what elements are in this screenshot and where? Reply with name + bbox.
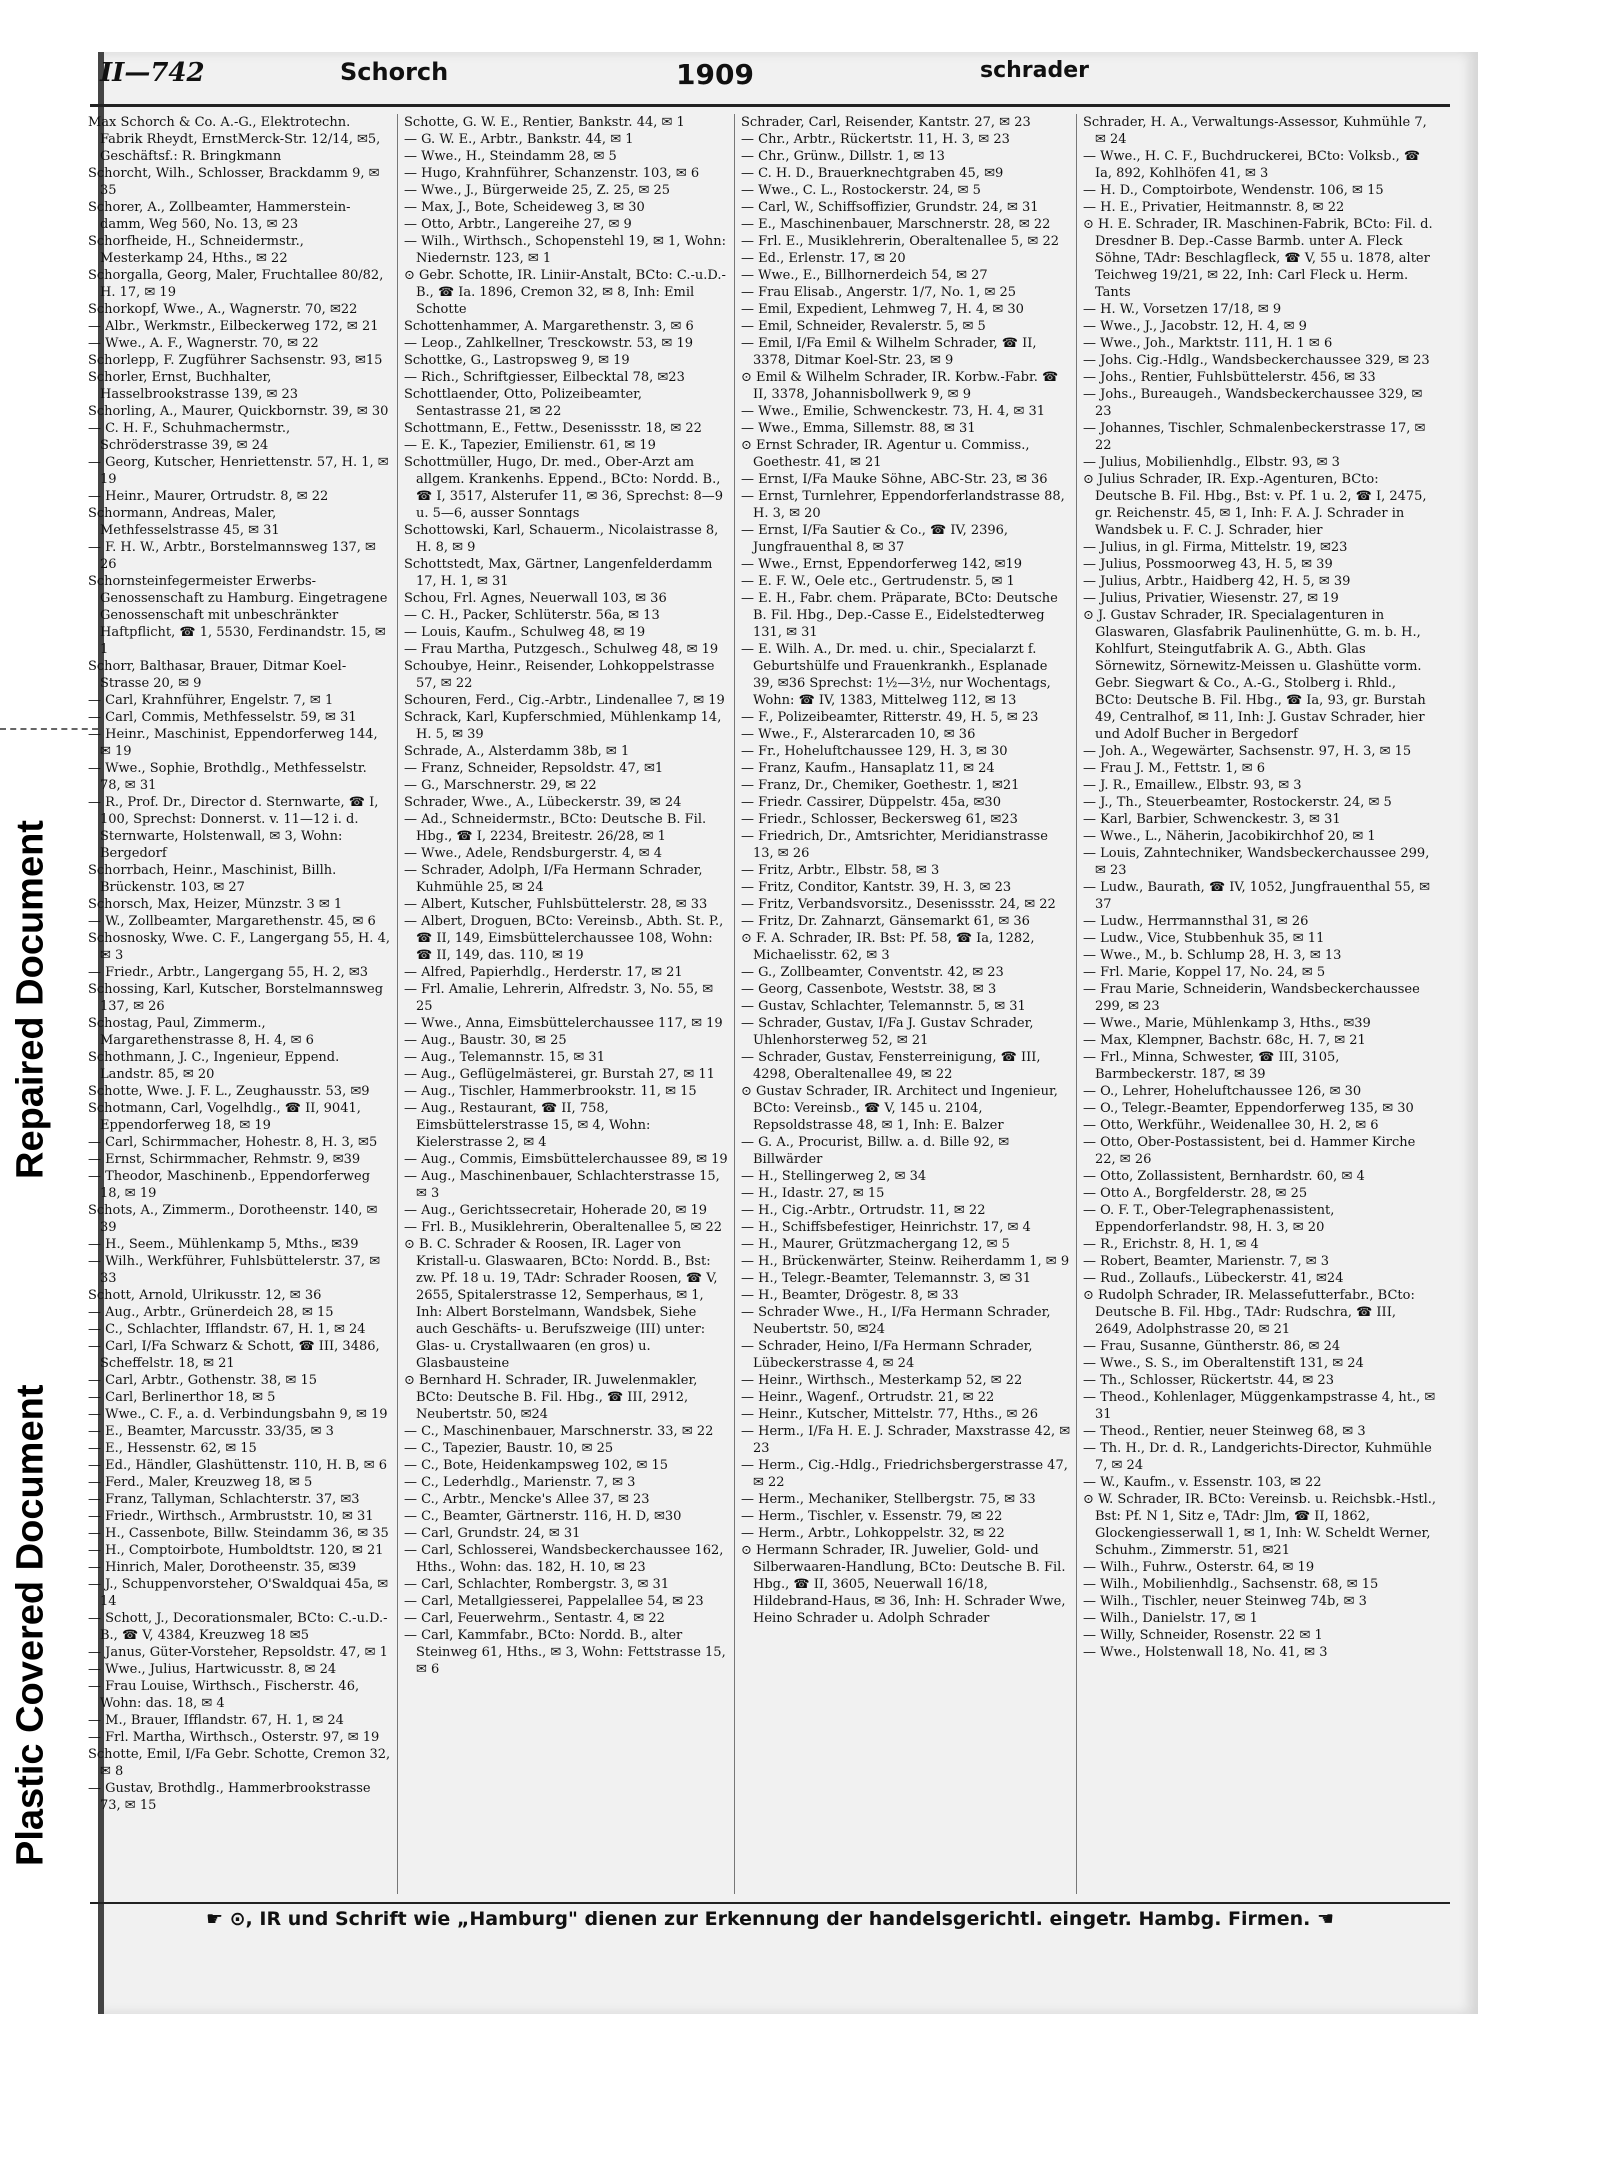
directory-entry: Schorer, A., Zollbeamter, Hammerstein-damm, Weg 560, No. 13, ✉ 23: [88, 200, 351, 232]
directory-entry: — Friedr., Wirthsch., Armbruststr. 10, ✉ 31: [88, 1509, 374, 1524]
directory-entry: Schottlaender, Otto, Polizeibeamter, Sentastrasse 21, ✉ 22: [404, 387, 643, 419]
column-2: [397, 114, 735, 1894]
directory-entry: — H., Schiffsbefestiger, Heinrichstr. 17, ✉ 4: [741, 1220, 1031, 1235]
directory-entry: — Leop., Zahlkellner, Tresckowstr. 53, ✉ 19: [404, 336, 694, 351]
directory-entry: — H., Seem., Mühlenkamp 5, Mths., ✉39: [88, 1237, 359, 1252]
directory-entry: — Herm., Mechaniker, Stellbergstr. 75, ✉ 33: [741, 1492, 1036, 1507]
directory-entry: — Wwe., Marie, Mühlenkamp 3, Hths., ✉39: [1083, 1016, 1371, 1031]
directory-entry: — Franz, Schneider, Repsoldstr. 47, ✉1: [404, 761, 664, 776]
directory-entry: — Gustav, Schlachter, Telemannstr. 5, ✉ 31: [741, 999, 1026, 1014]
directory-entry: Schoubye, Heinr., Reisender, Lohkoppelstrasse 57, ✉ 22: [404, 659, 715, 691]
directory-entry: — Aug., Geflügelmästerei, gr. Burstah 27, ✉ 11: [404, 1067, 715, 1082]
column-3: [734, 114, 1077, 1894]
directory-entry: — Carl, Krahnführer, Engelstr. 7, ✉ 1: [88, 693, 334, 708]
directory-entry: — Wwe., H. C. F., Buchdruckerei, BCto: Volksb., ☎ Ia, 892, Kohlhöfen 41, ✉ 3: [1083, 149, 1421, 181]
directory-entry: — Ludw., Herrmannsthal 31, ✉ 26: [1083, 914, 1309, 929]
directory-entry: — C. H., Packer, Schlüterstr. 56a, ✉ 13: [404, 608, 660, 623]
directory-entry: — Frl. B., Musiklehrerin, Oberaltenallee 5, ✉ 22: [404, 1220, 723, 1235]
directory-entry: — C., Beamter, Gärtnerstr. 116, H. D, ✉30: [404, 1509, 682, 1524]
directory-entry: — Herm., Tischler, v. Essenstr. 79, ✉ 22: [741, 1509, 1003, 1524]
page-header: [100, 58, 1430, 98]
directory-entry: — Carl, Schlachter, Rombergstr. 3, ✉ 31: [404, 1577, 670, 1592]
directory-entry: Schorsch, Max, Heizer, Münzstr. 3 ✉ 1: [88, 897, 343, 912]
directory-entry: — Otto A., Borgfelderstr. 28, ✉ 25: [1083, 1186, 1308, 1201]
directory-entry: — Georg, Kutscher, Henriettenstr. 57, H. 1, ✉ 19: [88, 455, 389, 487]
directory-entry: — Janus, Güter-Vorsteher, Repsoldstr. 47, ✉ 1: [88, 1645, 388, 1660]
directory-entry: — Wwe., H., Steindamm 28, ✉ 5: [404, 149, 617, 164]
directory-entry: — E., Beamter, Marcusstr. 33/35, ✉ 3: [88, 1424, 334, 1439]
directory-entry: — F., Polizeibeamter, Ritterstr. 49, H. 5, ✉ 23: [741, 710, 1039, 725]
directory-entry: — Aug., Telemannstr. 15, ✉ 31: [404, 1050, 605, 1065]
header-year: 1909: [676, 58, 754, 91]
directory-entry: — Albert, Droguen, BCto: Vereinsb., Abth. St. P., ☎ II, 149, Eimsbüttelerchaussee 108, Wohn: ☎ II, 149, das. 110, ✉ 19: [404, 914, 724, 963]
directory-entry: — G., Marschnerstr. 29, ✉ 22: [404, 778, 597, 793]
page-footer: ☛ ⊙, IR und Schrift wie „Hamburg" dienen zur Erkennung der handelsgerichtl. eingetr. Hambg. Firmen. ☚: [205, 1908, 1334, 1930]
directory-entry: — Ludw., Baurath, ☎ IV, 1052, Jungfrauenthal 55, ✉ 37: [1083, 880, 1430, 912]
directory-entry: ⊙ Gebr. Schotte, IR. Liniir-Anstalt, BCto: C.-u.D.-B., ☎ Ia. 1896, Cremon 32, ✉ 8, Inh: Emil Schotte: [404, 268, 726, 317]
directory-entry: Schorgalla, Georg, Maler, Fruchtallee 80/82, H. 17, ✉ 19: [88, 268, 384, 300]
directory-entry: — C., Bote, Heidenkampsweg 102, ✉ 15: [404, 1458, 669, 1473]
directory-entry: — C., Schlachter, Ifflandstr. 67, H. 1, ✉ 24: [88, 1322, 366, 1337]
directory-entry: — Wwe., L., Näherin, Jacobikirchhof 20, ✉ 1: [1083, 829, 1376, 844]
directory-entry: — Aug., Gerichtssecretair, Hoherade 20, ✉ 19: [404, 1203, 708, 1218]
directory-entry: — Karl, Barbier, Schwenckestr. 3, ✉ 31: [1083, 812, 1341, 827]
directory-entry: Schottmüller, Hugo, Dr. med., Ober-Arzt am allgem. Krankenhs. Eppend., BCto: Nordd. B., ☎ I, 3517, Alsterufer 11, ✉ 36, Sprechst: 8—9 u. 5—6, ausser Sonntags: [404, 455, 724, 521]
page-number: II—742: [100, 58, 205, 88]
directory-entry: — Wwe., Joh., Marktstr. 111, H. 1 ✉ 6: [1083, 336, 1333, 351]
directory-entry: — E. K., Tapezier, Emilienstr. 61, ✉ 19: [404, 438, 656, 453]
directory-entry: Schorlepp, F. Zugführer Sachsenstr. 93, ✉15: [88, 353, 383, 368]
directory-entry: — Wwe., J., Bürgerweide 25, Z. 25, ✉ 25: [404, 183, 671, 198]
directory-entry: — Carl, Feuerwehrm., Sentastr. 4, ✉ 22: [404, 1611, 665, 1626]
directory-entry: Schormann, Andreas, Maler, Methfesselstrasse 45, ✉ 31: [88, 506, 280, 538]
directory-entry: Schorrbach, Heinr., Maschinist, Billh. Brückenstr. 103, ✉ 27: [88, 863, 337, 895]
directory-entry: — Schrader, Heino, I/Fa Hermann Schrader, Lübeckerstrasse 4, ✉ 24: [741, 1339, 1033, 1371]
directory-entry: — Heinr., Maurer, Ortrudstr. 8, ✉ 22: [88, 489, 329, 504]
directory-entry: — Ernst, Turnlehrer, Eppendorferlandstrasse 88, H. 3, ✉ 20: [741, 489, 1065, 521]
directory-entry: — Julius, Possmoorweg 43, H. 5, ✉ 39: [1083, 557, 1333, 572]
plastic-covered-label: Plastic Covered Document: [9, 1384, 52, 1866]
directory-entry: — Frau Marie, Schneiderin, Wandsbeckerchaussee 299, ✉ 23: [1083, 982, 1420, 1014]
directory-entry: — Frl. E., Musiklehrerin, Oberaltenallee 5, ✉ 22: [741, 234, 1059, 249]
directory-entry: — Aug., Arbtr., Grünerdeich 28, ✉ 15: [88, 1305, 334, 1320]
directory-entry: — Georg, Cassenbote, Weststr. 38, ✉ 3: [741, 982, 997, 997]
directory-entry: — Max, J., Bote, Scheideweg 3, ✉ 30: [404, 200, 645, 215]
column-1: [88, 114, 397, 1894]
directory-entry: — Wwe., S. S., im Oberaltenstift 131, ✉ 24: [1083, 1356, 1364, 1371]
directory-entry: Schornsteinfegermeister Erwerbs-Genossenschaft zu Hamburg. Eingetragene Genossenschaft mit unbeschränkter Haftpflicht, ☎ 1, 5530, Ferdinandstr. 15, ✉ 1: [88, 574, 388, 657]
directory-entry: Schou, Frl. Agnes, Neuerwall 103, ✉ 36: [404, 591, 667, 606]
directory-entry: — H., Maurer, Grützmachergang 12, ✉ 5: [741, 1237, 1010, 1252]
directory-entry: — Ad., Schneidermstr., BCto: Deutsche B. Fil. Hbg., ☎ I, 2234, Breitestr. 26/28, ✉ 1: [404, 812, 707, 844]
directory-entry: — Hugo, Krahnführer, Schanzenstr. 103, ✉ 6: [404, 166, 700, 181]
directory-entry: — Otto, Werkführ., Weidenallee 30, H. 2, ✉ 6: [1083, 1118, 1379, 1133]
directory-entry: — Frau Martha, Putzgesch., Schulweg 48, ✉ 19: [404, 642, 719, 657]
directory-entry: — Joh. A., Wegewärter, Sachsenstr. 97, H. 3, ✉ 15: [1083, 744, 1412, 759]
directory-entry: — Th. H., Dr. d. R., Landgerichts-Director, Kuhmühle 7, ✉ 24: [1083, 1441, 1432, 1473]
directory-entry: — Herm., Arbtr., Lohkoppelstr. 32, ✉ 22: [741, 1526, 1005, 1541]
directory-entry: — Wilh., Fuhrw., Osterstr. 64, ✉ 19: [1083, 1560, 1315, 1575]
directory-entry: — H., Telegr.-Beamter, Telemannstr. 3, ✉ 31: [741, 1271, 1032, 1286]
directory-entry: — Willy, Schneider, Rosenstr. 22 ✉ 1: [1083, 1628, 1323, 1643]
directory-entry: — Wwe., A. F., Wagnerstr. 70, ✉ 22: [88, 336, 319, 351]
directory-entry: ⊙ W. Schrader, IR. BCto: Vereinsb. u. Reichsbk.-Hstl., Bst: Pf. N 1, Sitz e, TAdr: Jlm, ☎ II, 1862, Glockengiesserwall 1, ✉ 1, Inh: W. Scheldt Werner, Schuhm., Zimmerstr. 51, ✉21: [1083, 1492, 1437, 1558]
directory-entry: — Th., Schlosser, Rückertstr. 44, ✉ 23: [1083, 1373, 1334, 1388]
directory-entry: Schosnosky, Wwe. C. F., Langergang 55, H. 4, ✉ 3: [88, 931, 390, 963]
directory-entry: Max Schorch & Co. A.-G., Elektrotechn. Fabrik Rheydt, ErnstMerck-Str. 12/14, ✉5, Geschäftsf.: R. Bringkmann: [88, 115, 381, 164]
directory-entry: ⊙ B. C. Schrader & Roosen, IR. Lager von Kristall-u. Glaswaaren, BCto: Nordd. B., Bst: zw. Pf. 18 u. 19, TAdr: Schrader Roosen, ☎ V, 2655, Spitalerstrasse 12, Semperhaus, ✉ 1, Inh: Albert Borstelmann, Wandsbek, Siehe auch Geschäfts- u. Berufszweige (III) unter: Glas- u. Crystallwaaren (en gros) u. Glasbausteine: [404, 1237, 718, 1371]
directory-entry: Schorling, A., Maurer, Quickbornstr. 39, ✉ 30: [88, 404, 389, 419]
directory-entry: — Friedr. Cassirer, Düppelstr. 45a, ✉30: [741, 795, 1001, 810]
directory-entry: — C., Lederhdlg., Marienstr. 7, ✉ 3: [404, 1475, 636, 1490]
directory-entry: — Johannes, Tischler, Schmalenbeckerstrasse 17, ✉ 22: [1083, 421, 1426, 453]
directory-entry: — Franz, Tallyman, Schlachterstr. 37, ✉3: [88, 1492, 360, 1507]
directory-entry: — Frau J. M., Fettstr. 1, ✉ 6: [1083, 761, 1266, 776]
directory-entry: — Wwe., Holstenwall 18, No. 41, ✉ 3: [1083, 1645, 1328, 1660]
directory-entry: — Albr., Werkmstr., Eilbeckerweg 172, ✉ 21: [88, 319, 379, 334]
directory-entry: Schouren, Ferd., Cig.-Arbtr., Lindenallee 7, ✉ 19: [404, 693, 725, 708]
directory-entry: — Wwe., Anna, Eimsbüttelerchaussee 117, ✉ 19: [404, 1016, 723, 1031]
directory-entry: — Max, Klempner, Bachstr. 68c, H. 7, ✉ 21: [1083, 1033, 1366, 1048]
directory-entry: — E., Maschinenbauer, Marschnerstr. 28, ✉ 22: [741, 217, 1051, 232]
directory-entry: — Aug., Restaurant, ☎ II, 758, Eimsbüttelerstrasse 15, ✉ 4, Wohn: Kielerstrasse 2, ✉ 4: [404, 1101, 651, 1150]
directory-entry: — J., Schuppenvorsteher, O'Swaldquai 45a, ✉ 14: [88, 1577, 389, 1609]
directory-entry: — Fr., Hoheluftchaussee 129, H. 3, ✉ 30: [741, 744, 1008, 759]
directory-entry: — C., Tapezier, Baustr. 10, ✉ 25: [404, 1441, 614, 1456]
footer-rule: [90, 1902, 1450, 1904]
directory-entry: — Schrader Wwe., H., I/Fa Hermann Schrader, Neubertstr. 50, ✉24: [741, 1305, 1051, 1337]
directory-entry: — H., Beamter, Drögestr. 8, ✉ 33: [741, 1288, 959, 1303]
directory-entry: — C. H. F., Schuhmachermstr., Schröderstrasse 39, ✉ 24: [88, 421, 291, 453]
directory-entry: — Heinr., Wirthsch., Mesterkamp 52, ✉ 22: [741, 1373, 1023, 1388]
directory-entry: — Johs. Cig.-Hdlg., Wandsbeckerchaussee 329, ✉ 23: [1083, 353, 1430, 368]
directory-entry: — Louis, Kaufm., Schulweg 48, ✉ 19: [404, 625, 646, 640]
directory-entry: — Carl, Schirmmacher, Hohestr. 8, H. 3, ✉5: [88, 1135, 378, 1150]
directory-entry: — O. F. T., Ober-Telegraphenassistent, Eppendorferlandstr. 98, H. 3, ✉ 20: [1083, 1203, 1335, 1235]
directory-entry: — Wilh., Wirthsch., Schopenstehl 19, ✉ 1, Wohn: Niedernstr. 123, ✉ 1: [404, 234, 726, 266]
directory-entry: — E. F. W., Oele etc., Gertrudenstr. 5, ✉ 1: [741, 574, 1015, 589]
directory-entry: ⊙ Julius Schrader, IR. Exp.-Agenturen, BCto: Deutsche B. Fil. Hbg., Bst: v. Pf. 1 u. 2, ☎ I, 2475, gr. Reichenstr. 45, ✉ 1, Inh: F. A. J. Schrader in Wandsbek u. F. C. J. Schrader, hier: [1083, 472, 1427, 538]
directory-entry: Schorler, Ernst, Buchhalter, Hasselbrookstrasse 139, ✉ 23: [88, 370, 299, 402]
directory-entry: — Robert, Beamter, Marienstr. 7, ✉ 3: [1083, 1254, 1330, 1269]
directory-entry: — Carl, Berlinerthor 18, ✉ 5: [88, 1390, 276, 1405]
directory-entry: — Albert, Kutscher, Fuhlsbüttelerstr. 28, ✉ 33: [404, 897, 708, 912]
directory-entry: — Wwe., M., b. Schlump 28, H. 3, ✉ 13: [1083, 948, 1342, 963]
directory-entry: Schotmann, Carl, Vogelhdlg., ☎ II, 9041, Eppendorferweg 18, ✉ 19: [88, 1101, 361, 1133]
directory-entry: — Ernst, I/Fa Mauke Söhne, ABC-Str. 23, ✉ 36: [741, 472, 1048, 487]
directory-entry: Schothmann, J. C., Ingenieur, Eppend. Landstr. 85, ✉ 20: [88, 1050, 340, 1082]
header-first-name: Schorch: [340, 58, 449, 86]
directory-entry: — Alfred, Papierhdlg., Herderstr. 17, ✉ 21: [404, 965, 683, 980]
directory-entry: Schostag, Paul, Zimmerm., Margarethenstrasse 8, H. 4, ✉ 6: [88, 1016, 314, 1048]
directory-entry: — G. W. E., Arbtr., Bankstr. 44, ✉ 1: [404, 132, 634, 147]
directory-entry: ⊙ Gustav Schrader, IR. Architect und Ingenieur, BCto: Vereinsb., ☎ V, 145 u. 2104, Repsoldstrasse 48, ✉ 1, Inh: E. Balzer: [741, 1084, 1058, 1133]
directory-entry: — R., Erichstr. 8, H. 1, ✉ 4: [1083, 1237, 1259, 1252]
directory-entry: — Frau Louise, Wirthsch., Fischerstr. 46, Wohn: das. 18, ✉ 4: [88, 1679, 360, 1711]
directory-entry: — Aug., Baustr. 30, ✉ 25: [404, 1033, 567, 1048]
directory-entry: Schottmann, E., Fettw., Desenissstr. 18, ✉ 22: [404, 421, 702, 436]
directory-entry: Schrader, H. A., Verwaltungs-Assessor, Kuhmühle 7, ✉ 24: [1083, 115, 1427, 147]
column-4: [1076, 114, 1443, 1894]
directory-entry: — Frl. Marie, Koppel 17, No. 24, ✉ 5: [1083, 965, 1326, 980]
directory-entry: — E. H., Fabr. chem. Präparate, BCto: Deutsche B. Fil. Hbg., Dep.-Casse E., Eidelstedterweg 131, ✉ 31: [741, 591, 1058, 640]
directory-entry: — Ed., Händler, Glashüttenstr. 110, H. B, ✉ 6: [88, 1458, 387, 1473]
directory-entry: ⊙ F. A. Schrader, IR. Bst: Pf. 58, ☎ Ia, 1282, Michaelisstr. 62, ✉ 3: [741, 931, 1035, 963]
directory-entry: — Johs., Rentier, Fuhlsbüttelerstr. 456, ✉ 33: [1083, 370, 1376, 385]
directory-entry: Schorkopf, Wwe., A., Wagnerstr. 70, ✉22: [88, 302, 358, 317]
directory-entry: — Ernst, I/Fa Sautier & Co., ☎ IV, 2396, Jungfrauenthal 8, ✉ 37: [741, 523, 1009, 555]
directory-entry: — R., Prof. Dr., Director d. Sternwarte, ☎ I, 100, Sprechst: Donnerst. v. 11—12 i. d. Sternwarte, Holstenwall, ✉ 3, Wohn: Bergedorf: [88, 795, 379, 861]
directory-entry: — Carl, Schlosserei, Wandsbeckerchaussee 162, Hths., Wohn: das. 182, H. 10, ✉ 23: [404, 1543, 724, 1575]
directory-entry: — Friedr., Schlosser, Beckersweg 61, ✉23: [741, 812, 1018, 827]
directory-entry: — H., Idastr. 27, ✉ 15: [741, 1186, 885, 1201]
directory-entry: — Carl, Metallgiesserei, Pappelallee 54, ✉ 23: [404, 1594, 704, 1609]
directory-entry: — Fritz, Arbtr., Elbstr. 58, ✉ 3: [741, 863, 940, 878]
directory-entry: — H. D., Comptoirbote, Wendenstr. 106, ✉ 15: [1083, 183, 1384, 198]
directory-entry: — Friedrich, Dr., Amtsrichter, Meridianstrasse 13, ✉ 26: [741, 829, 1048, 861]
directory-entry: — Wwe., F., Alsterarcaden 10, ✉ 36: [741, 727, 976, 742]
directory-entry: — Wwe., Adele, Rendsburgerstr. 4, ✉ 4: [404, 846, 662, 861]
directory-entry: — Otto, Zollassistent, Bernhardstr. 60, ✉ 4: [1083, 1169, 1365, 1184]
directory-entry: — J., Th., Steuerbeamter, Rostockerstr. 24, ✉ 5: [1083, 795, 1392, 810]
directory-entry: — Hinrich, Maler, Dorotheenstr. 35, ✉39: [88, 1560, 357, 1575]
directory-entry: — Otto, Arbtr., Langereihe 27, ✉ 9: [404, 217, 632, 232]
directory-entry: — H., Stellingerweg 2, ✉ 34: [741, 1169, 927, 1184]
directory-entry: — C., Maschinenbauer, Marschnerstr. 33, ✉ 22: [404, 1424, 714, 1439]
directory-entry: — G., Zollbeamter, Conventstr. 42, ✉ 23: [741, 965, 1004, 980]
directory-entry: — Wwe., Julius, Hartwicusstr. 8, ✉ 24: [88, 1662, 337, 1677]
directory-entry: — O., Lehrer, Hoheluftchaussee 126, ✉ 30: [1083, 1084, 1362, 1099]
directory-entry: — Ludw., Vice, Stubbenhuk 35, ✉ 11: [1083, 931, 1325, 946]
directory-entry: — Fritz, Dr. Zahnarzt, Gänsemarkt 61, ✉ 36: [741, 914, 1030, 929]
directory-entry: — Carl, Arbtr., Gothenstr. 38, ✉ 15: [88, 1373, 317, 1388]
directory-entry: Schots, A., Zimmerm., Dorotheenstr. 140, ✉ 39: [88, 1203, 378, 1235]
directory-entry: — M., Brauer, Ifflandstr. 67, H. 1, ✉ 24: [88, 1713, 344, 1728]
directory-entry: — Carl, Grundstr. 24, ✉ 31: [404, 1526, 581, 1541]
directory-entry: — E., Hessenstr. 62, ✉ 15: [88, 1441, 257, 1456]
directory-entry: — Ernst, Schirmmacher, Rehmstr. 9, ✉39: [88, 1152, 361, 1167]
directory-entry: — Wwe., Ernst, Eppendorferweg 142, ✉19: [741, 557, 1023, 572]
directory-entry: — Fritz, Verbandsvorsitz., Desenissstr. 24, ✉ 22: [741, 897, 1056, 912]
directory-entry: — Rich., Schriftgiesser, Eilbecktal 78, ✉23: [404, 370, 685, 385]
directory-entry: — E. Wilh. A., Dr. med. u. chir., Specialarzt f. Geburtshülfe und Frauenkrankh., Esplanade 39, ✉36 Sprechst: 1½—3½, nur Wochentags, Wohn: ☎ IV, 1383, Mittelweg 112, ✉ 13: [741, 642, 1051, 708]
directory-entry: — Wwe., Emilie, Schwenckestr. 73, H. 4, ✉ 31: [741, 404, 1046, 419]
directory-entry: — Friedr., Arbtr., Langergang 55, H. 2, ✉3: [88, 965, 369, 980]
directory-entry: — Emil, Expedient, Lehmweg 7, H. 4, ✉ 30: [741, 302, 1024, 317]
directory-entry: — Franz, Kaufm., Hansaplatz 11, ✉ 24: [741, 761, 995, 776]
directory-entry: — Heinr., Maschinist, Eppendorferweg 144, ✉ 19: [88, 727, 378, 759]
directory-entry: Schorfheide, H., Schneidermstr., Mesterkamp 24, Hths., ✉ 22: [88, 234, 304, 266]
directory-entry: — Wwe., C. L., Rostockerstr. 24, ✉ 5: [741, 183, 981, 198]
directory-entry: Schottstedt, Max, Gärtner, Langenfelderdamm 17, H. 1, ✉ 31: [404, 557, 713, 589]
directory-entry: ⊙ H. E. Schrader, IR. Maschinen-Fabrik, BCto: Fil. d. Dresdner B. Dep.-Casse Barmb. unter A. Fleck Söhne, TAdr: Beschlagfleck, ☎ V, 55 u. 1878, alter Teichweg 19/21, ✉ 22, Inh: Carl Fleck u. Herm. Tants: [1083, 217, 1433, 300]
directory-entry: ⊙ J. Gustav Schrader, IR. Specialagenturen in Glaswaren, Glasfabrik Paulinenhütte, G. m. b. H., Kohlfurt, Steingutfabrik A. G., Abth. Glas Sörnewitz, Sörnewitz-Meissen u. Glashütte vorm. Gebr. Siegwart & Co., A.-G., Stolberg i. Rhld., BCto: Deutsche B. Fil. Hbg., ☎ Ia, 93, gr. Burstah 49, Centralhof, ✉ 11, Inh: J. Gustav Schrader, hier und Adolf Bucher in Bergedorf: [1083, 608, 1426, 742]
directory-entry: — Frl. Martha, Wirthsch., Osterstr. 97, ✉ 19: [88, 1730, 380, 1745]
directory-entry: — O., Telegr.-Beamter, Eppendorferweg 135, ✉ 30: [1083, 1101, 1414, 1116]
repaired-document-label: Repaired Document: [9, 820, 52, 1180]
directory-entry: — Wwe., Emma, Sillemstr. 88, ✉ 31: [741, 421, 976, 436]
directory-entry: — Gustav, Brothdlg., Hammerbrookstrasse 73, ✉ 15: [88, 1781, 371, 1813]
directory-entry: — Rud., Zollaufs., Lübeckerstr. 41, ✉24: [1083, 1271, 1344, 1286]
directory-entry: Schotte, Wwe. J. F. L., Zeughausstr. 53, ✉9: [88, 1084, 370, 1099]
directory-entry: — Heinr., Wagenf., Ortrudstr. 21, ✉ 22: [741, 1390, 995, 1405]
directory-entry: ⊙ Rudolph Schrader, IR. Melassefutterfabr., BCto: Deutsche B. Fil. Hbg., TAdr: Rudschra, ☎ III, 2649, Adolphstrasse 20, ✉ 21: [1083, 1288, 1415, 1337]
directory-entry: — Herm., Cig.-Hdlg., Friedrichsbergerstrasse 47, ✉ 22: [741, 1458, 1068, 1490]
cut-line: [0, 728, 98, 730]
directory-entry: Schrader, Wwe., A., Lübeckerstr. 39, ✉ 24: [404, 795, 682, 810]
directory-entry: — C., Arbtr., Mencke's Allee 37, ✉ 23: [404, 1492, 650, 1507]
directory-entry: — Aug., Tischler, Hammerbrookstr. 11, ✉ 15: [404, 1084, 697, 1099]
directory-entry: — Schott, J., Decorationsmaler, BCto: C.-u.D.-B., ☎ V, 4384, Kreuzweg 18 ✉5: [88, 1611, 388, 1643]
directory-entry: — Emil, Schneider, Revalerstr. 5, ✉ 5: [741, 319, 986, 334]
directory-entry: ⊙ Bernhard H. Schrader, IR. Juwelenmakler, BCto: Deutsche B. Fil. Hbg., ☎ III, 2912, Neubertstr. 50, ✉24: [404, 1373, 698, 1422]
directory-entry: — Theod., Kohlenlager, Müggenkampstrasse 4, ht., ✉ 31: [1083, 1390, 1436, 1422]
directory-entry: — Carl, Kammfabr., BCto: Nordd. B., alter Steinweg 61, Hths., ✉ 3, Wohn: Fettstrasse 15, ✉ 6: [404, 1628, 726, 1677]
directory-entry: Schrack, Karl, Kupferschmied, Mühlenkamp 14, H. 5, ✉ 39: [404, 710, 722, 742]
directory-entry: — H. W., Vorsetzen 17/18, ✉ 9: [1083, 302, 1282, 317]
directory-entry: Schorcht, Wilh., Schlosser, Brackdamm 9, ✉ 35: [88, 166, 380, 198]
directory-entry: — Chr., Grünw., Dillstr. 1, ✉ 13: [741, 149, 945, 164]
directory-entry: — Franz, Dr., Chemiker, Goethestr. 1, ✉21: [741, 778, 1020, 793]
directory-entry: Schottowski, Karl, Schauerm., Nicolaistrasse 8, H. 8, ✉ 9: [404, 523, 719, 555]
directory-entry: — Emil, I/Fa Emil & Wilhelm Schrader, ☎ II, 3378, Ditmar Koel-Str. 23, ✉ 9: [741, 336, 1037, 368]
directory-entry: — Aug., Commis, Eimsbüttelerchaussee 89, ✉ 19: [404, 1152, 728, 1167]
directory-entry: — H., Brückenwärter, Steinw. Reiherdamm 1, ✉ 9: [741, 1254, 1070, 1269]
directory-entry: Schorr, Balthasar, Brauer, Ditmar Koel-Strasse 20, ✉ 9: [88, 659, 347, 691]
directory-entry: Schottenhammer, A. Margarethenstr. 3, ✉ 6: [404, 319, 694, 334]
directory-entry: — Frl., Minna, Schwester, ☎ III, 3105, Barmbeckerstr. 187, ✉ 39: [1083, 1050, 1340, 1082]
directory-entry: Schrade, A., Alsterdamm 38b, ✉ 1: [404, 744, 630, 759]
directory-entry: — Wilh., Tischler, neuer Steinweg 74b, ✉ 3: [1083, 1594, 1367, 1609]
directory-entry: — Julius, in gl. Firma, Mittelstr. 19, ✉23: [1083, 540, 1348, 555]
directory-entry: — H., Cig.-Arbtr., Ortrudstr. 11, ✉ 22: [741, 1203, 986, 1218]
directory-entry: — W., Zollbeamter, Margarethenstr. 45, ✉ 6: [88, 914, 376, 929]
directory-entry: — Heinr., Kutscher, Mittelstr. 77, Hths., ✉ 26: [741, 1407, 1039, 1422]
directory-entry: — Schrader, Gustav, Fensterreinigung, ☎ III, 4298, Oberaltenallee 49, ✉ 22: [741, 1050, 1041, 1082]
directory-entry: — Theod., Rentier, neuer Steinweg 68, ✉ 3: [1083, 1424, 1366, 1439]
directory-entry: ⊙ Hermann Schrader, IR. Juwelier, Gold- und Silberwaaren-Handlung, BCto: Deutsche B. Fil. Hbg., ☎ II, 3605, Neuerwall 16/18, Hildebrand-Haus, ✉ 36, Inh: H. Schrader Wwe, Heino Schrader u. Adolph Schrader: [741, 1543, 1066, 1626]
directory-entry: — Julius, Arbtr., Haidberg 42, H. 5, ✉ 39: [1083, 574, 1351, 589]
directory-entry: Schrader, Carl, Reisender, Kantstr. 27, ✉ 23: [741, 115, 1031, 130]
directory-entry: — Julius, Privatier, Wiesenstr. 27, ✉ 19: [1083, 591, 1339, 606]
directory-entry: — Frau Elisab., Angerstr. 1/7, No. 1, ✉ 25: [741, 285, 1017, 300]
directory-entry: — Louis, Zahntechniker, Wandsbeckerchaussee 299, ✉ 23: [1083, 846, 1430, 878]
directory-entry: — Wilh., Mobilienhdlg., Sachsenstr. 68, ✉ 15: [1083, 1577, 1379, 1592]
directory-entry: — C. H. D., Brauerknechtgraben 45, ✉9: [741, 166, 1004, 181]
header-last-name: schrader: [980, 58, 1090, 83]
directory-entry: — H. E., Privatier, Heitmannstr. 8, ✉ 22: [1083, 200, 1345, 215]
directory-entry: — Johs., Bureaugeh., Wandsbeckerchaussee 329, ✉ 23: [1083, 387, 1423, 419]
directory-entry: — Wwe., Sophie, Brothdlg., Methfesselstr. 78, ✉ 31: [88, 761, 367, 793]
directory-columns: [88, 114, 1444, 1894]
directory-entry: — Wilh., Werkführer, Fuhlsbüttelerstr. 37, ✉ 33: [88, 1254, 381, 1286]
header-rule: [90, 104, 1450, 107]
directory-entry: — Theodor, Maschinenb., Eppendorferweg 18, ✉ 19: [88, 1169, 371, 1201]
directory-entry: Schotte, Emil, I/Fa Gebr. Schotte, Cremon 32, ✉ 8: [88, 1747, 391, 1779]
directory-entry: — Carl, W., Schiffsoffizier, Grundstr. 24, ✉ 31: [741, 200, 1039, 215]
directory-entry: — Frl. Amalie, Lehrerin, Alfredstr. 3, No. 55, ✉ 25: [404, 982, 714, 1014]
directory-entry: — H., Comptoirbote, Humboldtstr. 120, ✉ 21: [88, 1543, 384, 1558]
directory-entry: — Chr., Arbtr., Rückertstr. 11, H. 3, ✉ 23: [741, 132, 1010, 147]
directory-entry: — Ed., Erlenstr. 17, ✉ 20: [741, 251, 906, 266]
directory-entry: — Carl, Commis, Methfesselstr. 59, ✉ 31: [88, 710, 357, 725]
directory-entry: — F. H. W., Arbtr., Borstelmannsweg 137, ✉ 26: [88, 540, 376, 572]
directory-entry: — Wwe., E., Billhornerdeich 54, ✉ 27: [741, 268, 988, 283]
directory-entry: — Aug., Maschinenbauer, Schlachterstrasse 15, ✉ 3: [404, 1169, 720, 1201]
directory-entry: ⊙ Ernst Schrader, IR. Agentur u. Commiss., Goethestr. 41, ✉ 21: [741, 438, 1030, 470]
directory-entry: — W., Kaufm., v. Essenstr. 103, ✉ 22: [1083, 1475, 1322, 1490]
directory-entry: — Schrader, Adolph, I/Fa Hermann Schrader, Kuhmühle 25, ✉ 24: [404, 863, 703, 895]
directory-entry: — Fritz, Conditor, Kantstr. 39, H. 3, ✉ 23: [741, 880, 1012, 895]
directory-entry: — Frau, Susanne, Güntherstr. 86, ✉ 24: [1083, 1339, 1341, 1354]
directory-entry: — Wwe., J., Jacobstr. 12, H. 4, ✉ 9: [1083, 319, 1307, 334]
directory-entry: — Julius, Mobilienhdlg., Elbstr. 93, ✉ 3: [1083, 455, 1340, 470]
directory-entry: — Wwe., C. F., a. d. Verbindungsbahn 9, ✉ 19: [88, 1407, 388, 1422]
directory-entry: — Schrader, Gustav, I/Fa J. Gustav Schrader, Uhlenhorsterweg 52, ✉ 21: [741, 1016, 1034, 1048]
directory-entry: Schossing, Karl, Kutscher, Borstelmannsweg 137, ✉ 26: [88, 982, 384, 1014]
directory-entry: ⊙ Emil & Wilhelm Schrader, IR. Korbw.-Fabr. ☎ II, 3378, Johannisbollwerk 9, ✉ 9: [741, 370, 1059, 402]
directory-entry: Schott, Arnold, Ulrikusstr. 12, ✉ 36: [88, 1288, 322, 1303]
directory-entry: — Otto, Ober-Postassistent, bei d. Hammer Kirche 22, ✉ 26: [1083, 1135, 1416, 1167]
directory-entry: — G. A., Procurist, Billw. a. d. Bille 92, ✉ Billwärder: [741, 1135, 1010, 1167]
directory-entry: Schottke, G., Lastropsweg 9, ✉ 19: [404, 353, 630, 368]
directory-entry: — H., Cassenbote, Billw. Steindamm 36, ✉ 35: [88, 1526, 389, 1541]
directory-entry: — Wilh., Danielstr. 17, ✉ 1: [1083, 1611, 1258, 1626]
directory-entry: Schotte, G. W. E., Rentier, Bankstr. 44, ✉ 1: [404, 115, 685, 130]
directory-entry: — Carl, I/Fa Schwarz & Schott, ☎ III, 3486, Scheffelstr. 18, ✉ 21: [88, 1339, 380, 1371]
directory-entry: — Herm., I/Fa H. E. J. Schrader, Maxstrasse 42, ✉ 23: [741, 1424, 1071, 1456]
directory-entry: — Ferd., Maler, Kreuzweg 18, ✉ 5: [88, 1475, 313, 1490]
directory-entry: — J. R., Emaillew., Elbstr. 93, ✉ 3: [1083, 778, 1302, 793]
